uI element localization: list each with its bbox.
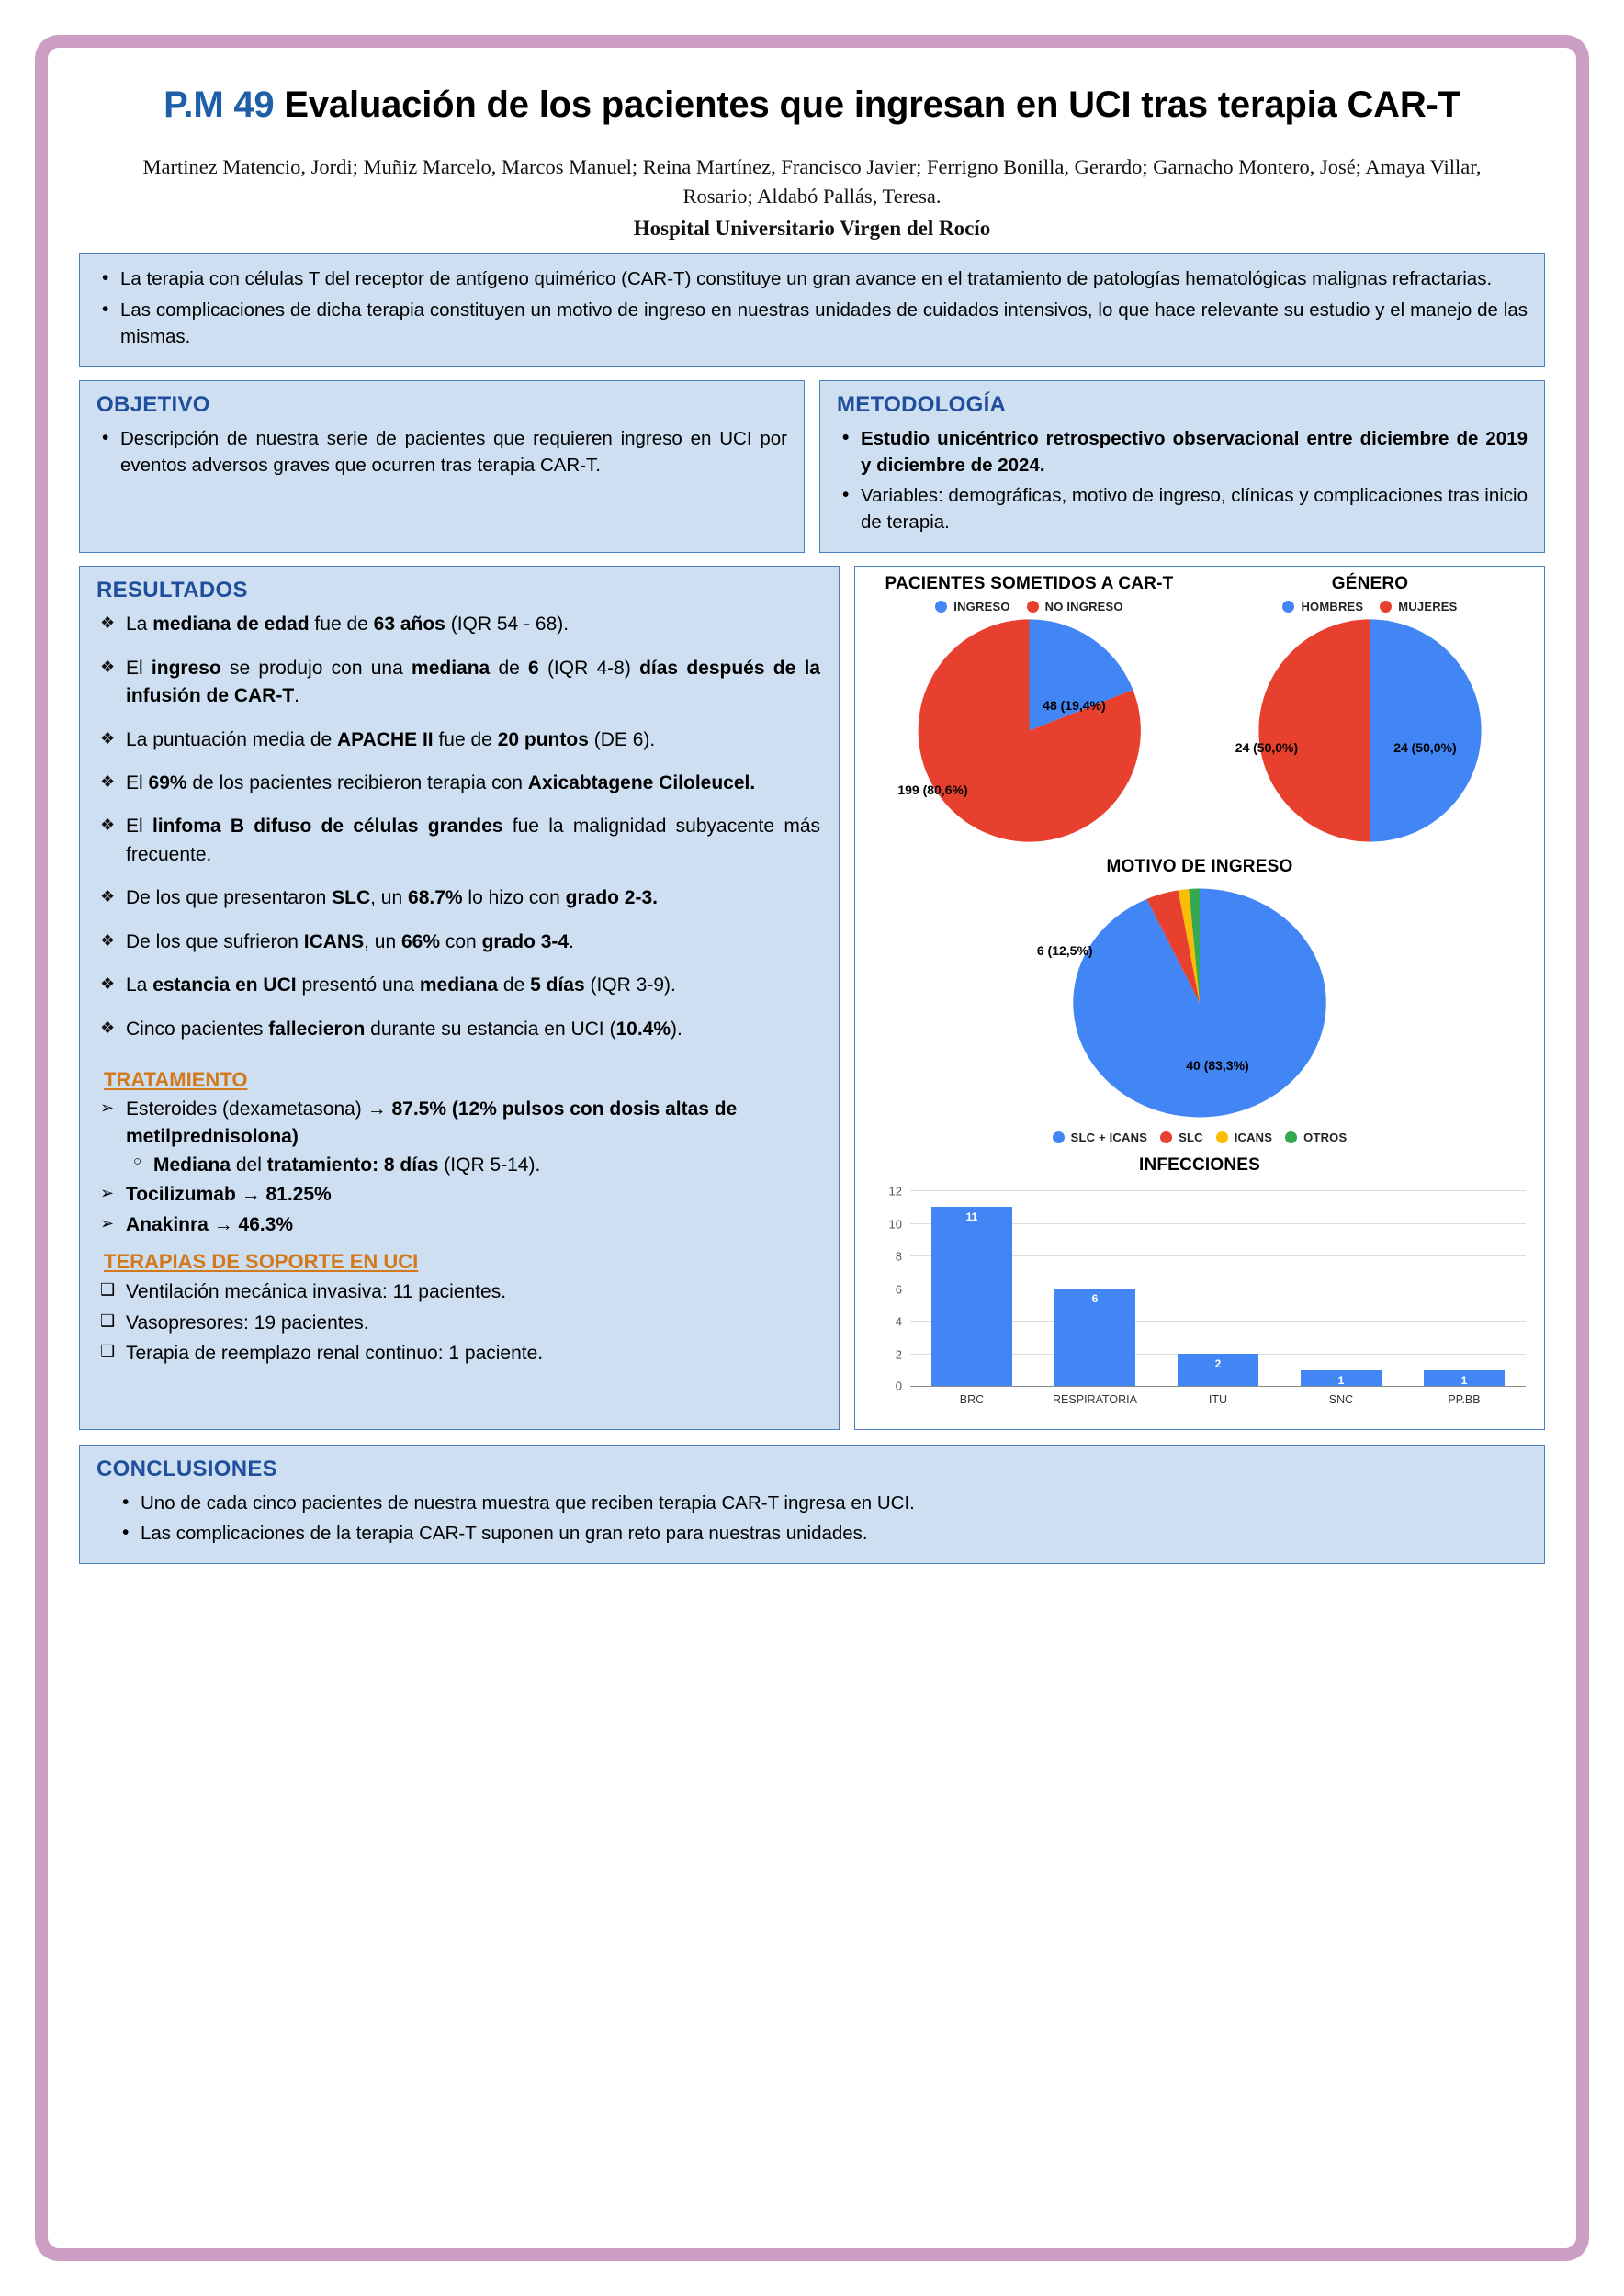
list-item: ❖ Cinco pacientes fallecieron durante su estancia en UCI (10.4%).: [96, 1016, 820, 1043]
y-tick-label: 4: [895, 1314, 902, 1329]
pie-slice-mujeres: [1258, 620, 1370, 842]
chart-infecciones: [861, 1155, 1539, 1424]
slice-label-mujeres: 24 (50,0%): [1235, 739, 1299, 755]
pie-svg: [1066, 883, 1333, 1123]
list-item: ❑ Terapia de reemplazo renal continuo: 1 paciente.: [96, 1339, 820, 1368]
x-tick-label: ITU: [1208, 1393, 1228, 1407]
results-box: [79, 566, 840, 1430]
bar: [931, 1207, 1012, 1386]
pie-slice-hombres: [1370, 620, 1482, 842]
list-item: • Estudio unicéntrico retrospectivo observacional entre diciembre de 2019 y diciembre de 2024.: [837, 425, 1528, 478]
bar-series: [910, 1190, 1526, 1407]
slice-label-ingreso: 48 (19,4%): [1043, 698, 1106, 714]
legend-item: [1216, 1131, 1272, 1144]
chart-title: INFECCIONES: [1138, 1155, 1261, 1176]
legend-label: NO INGRESO: [1044, 600, 1123, 614]
legend-item: [1160, 1131, 1203, 1144]
author-list: Martinez Matencio, Jordi; Muñiz Marcelo, Marcos Manuel; Reina Martínez, Francisco Javier; Ferrigno Bonilla, Gerardo; Garnacho Montero, José; Amaya Villar, Rosario; Aldabó Pallás, Teresa.: [142, 154, 1482, 208]
legend-item: [1027, 600, 1123, 613]
list-item: • Descripción de nuestra serie de pacientes que requieren ingreso en UCI por eventos adversos graves que ocurren tras terapia CAR-T.: [96, 425, 787, 478]
list-item: ➢ Esteroides (dexametasona) → 87.5% (12% pulsos con dosis altas de metilprednisolona) ○ Mediana del tratamiento: 8 días (IQR 5-14).: [96, 1096, 820, 1179]
pie-graphic: [1201, 613, 1539, 848]
bar-plot: [888, 1184, 1526, 1407]
chart-pacientes-sometidos: [861, 574, 1198, 848]
bar: [1424, 1370, 1505, 1387]
bar-chart-area: [861, 1177, 1539, 1424]
bar-value-label: 1: [1460, 1373, 1468, 1387]
list-item: ❖ El ingreso se produjo con una mediana de 6 (IQR 4-8) días después de la infusión de CAR-T.: [96, 655, 820, 711]
y-tick-label: 8: [895, 1249, 902, 1264]
bar-column: [1168, 1190, 1267, 1407]
objective-heading: OBJETIVO: [96, 391, 210, 417]
legend-swatch-icon: [1380, 601, 1392, 613]
legend-swatch-icon: [1282, 601, 1294, 613]
pie-svg: [1253, 613, 1487, 848]
list-item: ❑ Vasopresores: 19 pacientes.: [96, 1309, 820, 1338]
legend-label: MUJERES: [1398, 600, 1458, 614]
legend-label: OTROS: [1303, 1131, 1348, 1145]
list-item: ➢ Tocilizumab → 81.25%: [96, 1181, 820, 1209]
chart-genero: [1201, 574, 1539, 848]
legend-item: [1380, 600, 1457, 613]
bar-value-label: 6: [1091, 1291, 1099, 1305]
legend-label: ICANS: [1234, 1131, 1273, 1145]
list-item: • Uno de cada cinco pacientes de nuestra muestra que reciben terapia CAR-T ingresa en UCI.: [117, 1490, 1528, 1516]
introduction-box: [79, 253, 1545, 366]
legend-label: HOMBRES: [1301, 600, 1364, 614]
legend-swatch-icon: [1216, 1131, 1228, 1143]
legend-label: SLC + ICANS: [1070, 1131, 1148, 1145]
x-tick-label: SNC: [1328, 1393, 1354, 1407]
methodology-list: [837, 425, 1528, 535]
list-item: ❖ El linfoma B difuso de células grandes fue la malignidad subyacente más frecuente.: [96, 813, 820, 869]
bar-value-label: 2: [1214, 1356, 1222, 1370]
introduction-list: [96, 265, 1528, 349]
poster-code: P.M 49: [164, 84, 275, 125]
support-therapy-list: [96, 1277, 820, 1368]
list-item: • La terapia con células T del receptor de antígeno quimérico (CAR-T) constituye un gran avance en el tratamiento de patologías hematológicas malignas refractarias.: [96, 265, 1528, 292]
y-tick-label: 2: [895, 1347, 902, 1362]
list-item: ○ Mediana del tratamiento: 8 días (IQR 5-14).: [126, 1152, 820, 1179]
legend-swatch-icon: [1053, 1131, 1065, 1143]
list-item: ❖ La puntuación media de APACHE II fue de 20 puntos (DE 6).: [96, 726, 820, 754]
bar-value-label: 1: [1337, 1373, 1345, 1387]
chart-legend: [1201, 600, 1539, 613]
affiliation: Hospital Universitario Virgen del Rocío: [633, 217, 991, 241]
chart-legend: [861, 1131, 1539, 1144]
treatment-sublist: [126, 1152, 820, 1179]
legend-label: INGRESO: [953, 600, 1010, 614]
list-item: • Las complicaciones de la terapia CAR-T suponen un gran reto para nuestras unidades.: [117, 1520, 1528, 1547]
chart-title: GÉNERO: [1331, 574, 1409, 594]
methodology-heading: METODOLOGÍA: [837, 391, 1007, 417]
results-charts-row: [79, 566, 1545, 1430]
chart-legend: [861, 600, 1198, 613]
list-item: ❖ La estancia en UCI presentó una mediana de 5 días (IQR 3-9).: [96, 972, 820, 999]
y-tick-label: 6: [895, 1282, 902, 1297]
bar: [1301, 1370, 1382, 1387]
pie-slice-slc-icans: [1073, 889, 1326, 1118]
legend-swatch-icon: [1285, 1131, 1297, 1143]
results-heading: RESULTADOS: [96, 578, 248, 603]
charts-panel: [854, 566, 1545, 1430]
y-tick-label: 12: [888, 1184, 902, 1199]
bar-column: [1291, 1190, 1390, 1407]
x-tick-label: PP.BB: [1448, 1393, 1481, 1407]
treatment-heading: TRATAMIENTO: [104, 1068, 248, 1092]
x-tick-label: BRC: [959, 1393, 985, 1407]
poster-title-text: Evaluación de los pacientes que ingresan en UCI tras terapia CAR-T: [284, 84, 1460, 125]
pie-graphic: [861, 613, 1198, 848]
poster-frame: [35, 35, 1589, 2261]
y-tick-label: 10: [888, 1217, 902, 1232]
legend-item: [1053, 1131, 1147, 1144]
chart-title: MOTIVO DE INGRESO: [1106, 857, 1293, 877]
slice-label-no-ingreso: 199 (80,6%): [897, 782, 968, 797]
bar-column: [922, 1190, 1021, 1407]
objective-list: [96, 425, 787, 478]
bar-column: [1045, 1190, 1144, 1407]
conclusions-list: [117, 1490, 1528, 1547]
list-item: ➢ Anakinra → 46.3%: [96, 1211, 820, 1239]
slice-label-slc: 6 (12,5%): [1036, 942, 1093, 958]
legend-swatch-icon: [1027, 601, 1039, 613]
methodology-box: [819, 380, 1545, 553]
bar: [1054, 1289, 1135, 1387]
support-therapy-heading: TERAPIAS DE SOPORTE EN UCI: [104, 1250, 419, 1274]
conclusions-box: [79, 1445, 1545, 1564]
pie-graphic: [861, 883, 1539, 1123]
bar-value-label: 11: [965, 1210, 978, 1223]
legend-item: [1282, 600, 1363, 613]
legend-item: [935, 600, 1009, 613]
page-title: [123, 83, 1501, 129]
y-tick-label: 0: [895, 1379, 902, 1393]
legend-swatch-icon: [1160, 1131, 1172, 1143]
slice-label-hombres: 24 (50,0%): [1393, 739, 1457, 755]
list-item: ❖ El 69% de los pacientes recibieron terapia con Axicabtagene Ciloleucel.: [96, 770, 820, 797]
list-item: • Las complicaciones de dicha terapia constituyen un motivo de ingreso en nuestras unidades de cuidados intensivos, lo que hace relevante su estudio y el manejo de las mismas.: [96, 297, 1528, 350]
bar: [1178, 1354, 1258, 1387]
bar-column: [1415, 1190, 1513, 1407]
x-tick-label: RESPIRATORIA: [1053, 1393, 1137, 1407]
chart-title: PACIENTES SOMETIDOS A CAR-T: [885, 574, 1174, 594]
list-item: ❖ De los que presentaron SLC, un 68.7% lo hizo con grado 2-3.: [96, 884, 820, 912]
legend-label: SLC: [1179, 1131, 1203, 1145]
legend-item: [1285, 1131, 1347, 1144]
top-pies-row: [861, 574, 1539, 848]
chart-motivo-ingreso: [861, 857, 1539, 1144]
objective-methodology-row: [79, 380, 1545, 553]
pie-svg: [912, 613, 1146, 848]
objective-box: [79, 380, 805, 553]
list-item: ❑ Ventilación mecánica invasiva: 11 pacientes.: [96, 1277, 820, 1307]
results-list: [96, 611, 820, 1043]
slice-label-slc-icans: 40 (83,3%): [1186, 1058, 1249, 1074]
list-item: ❖ La mediana de edad fue de 63 años (IQR 54 - 68).: [96, 611, 820, 638]
treatment-list: [96, 1096, 820, 1239]
list-item: • Variables: demográficas, motivo de ingreso, clínicas y complicaciones tras inicio de terapia.: [837, 482, 1528, 535]
list-item: ❖ De los que sufrieron ICANS, un 66% con grado 3-4.: [96, 929, 820, 956]
conclusions-heading: CONCLUSIONES: [96, 1457, 277, 1482]
legend-swatch-icon: [935, 601, 947, 613]
